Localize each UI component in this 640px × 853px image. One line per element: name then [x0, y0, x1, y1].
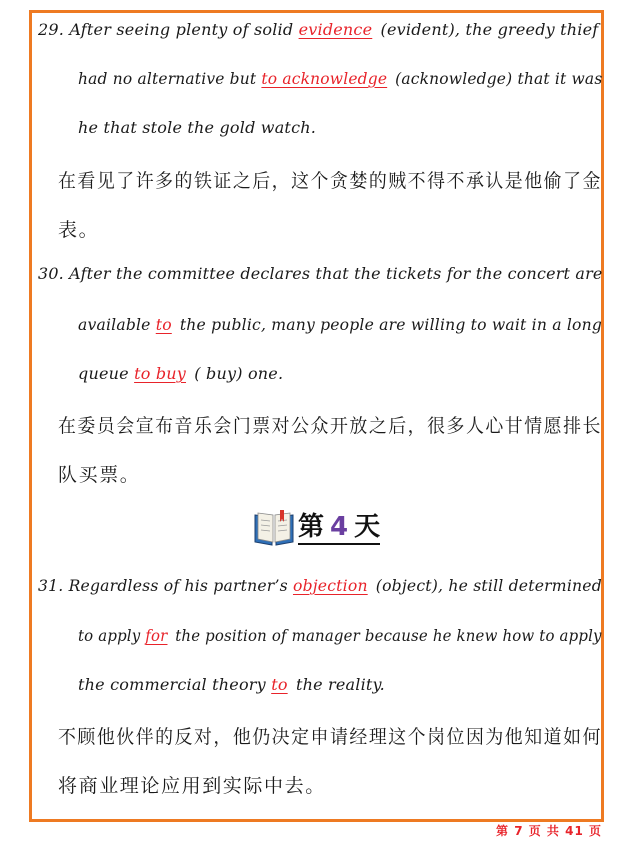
open-book-icon	[252, 508, 296, 548]
chinese-translation: 在委员会宣布音乐会门票对公众开放之后，很多人心甘情愿排长	[58, 415, 602, 437]
page-number: 第 7 页 共 41 页	[496, 824, 602, 838]
answer-blank: to buy	[134, 364, 187, 383]
sentence-line: had no alternative but to acknowledge (acknowledge) that it was	[78, 69, 603, 88]
answer-blank: evidence	[298, 20, 373, 39]
sentence-line: 31. Regardless of his partner’s objection (object), he still determined	[38, 576, 602, 595]
chinese-translation: 将商业理论应用到实际中去。	[58, 775, 326, 797]
sentence-line: to apply for the position of manager because he knew how to apply	[78, 626, 602, 645]
day-heading	[252, 506, 380, 550]
chinese-translation: 在看见了许多的铁证之后，这个贪婪的贼不得不承认是他偷了金	[58, 170, 602, 192]
day-number: 4	[330, 511, 349, 542]
answer-blank: to acknowledge	[261, 69, 388, 88]
chinese-translation: 不顾他伙伴的反对，他仍决定申请经理这个岗位因为他知道如何	[58, 726, 602, 748]
sentence-line: 29. After seeing plenty of solid evidence (evident), the greedy thief	[38, 20, 599, 39]
answer-blank: for	[145, 626, 168, 645]
chinese-translation: 队买票。	[58, 464, 141, 486]
day-title: 第 4 天	[298, 512, 380, 545]
sentence-line: the commercial theory to the reality.	[78, 675, 385, 694]
sentence-line: 30. After the committee declares that the tickets for the concert are	[38, 264, 603, 283]
answer-blank: objection	[292, 576, 368, 595]
chinese-translation: 表。	[58, 219, 100, 241]
sentence-line: queue to buy ( buy) one.	[78, 364, 284, 383]
sentence-line: he that stole the gold watch.	[78, 118, 317, 137]
sentence-line: available to the public, many people are willing to wait in a long	[78, 315, 603, 334]
answer-blank: to	[155, 315, 172, 334]
answer-blank: to	[271, 675, 288, 694]
